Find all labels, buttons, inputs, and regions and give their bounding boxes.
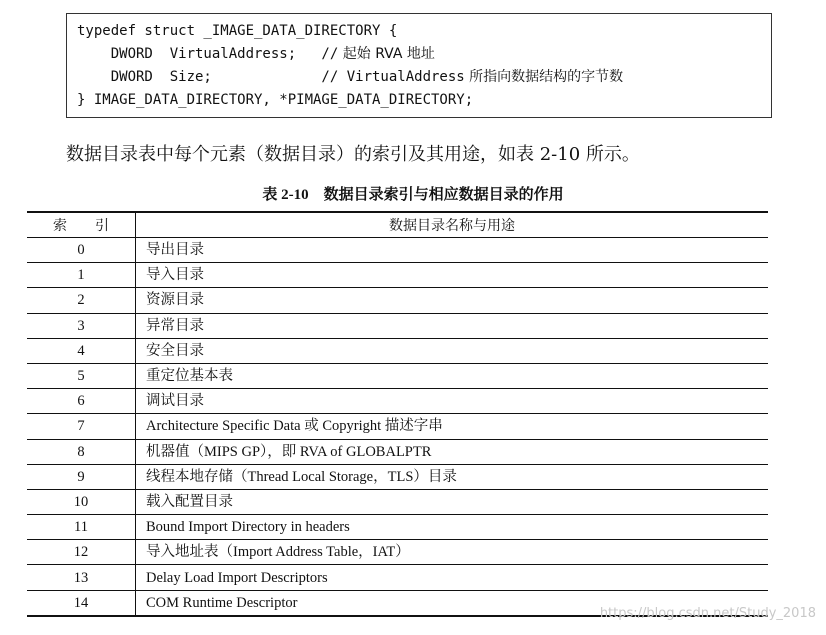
code-line-2: [77, 45, 435, 63]
row-index: 5: [27, 363, 136, 388]
code-line-2-comment: 起始 RVA 地址: [338, 46, 435, 62]
code-box: [66, 13, 772, 118]
header-index: 索 引: [27, 212, 136, 238]
row-description: 调试目录: [136, 389, 769, 414]
row-index: 1: [27, 263, 136, 288]
row-description: 导出目录: [136, 238, 769, 263]
row-description: 载入配置目录: [136, 489, 769, 514]
table-row: [27, 489, 768, 514]
table-row: [27, 540, 768, 565]
table-row: [27, 414, 768, 439]
code-line-1: typedef struct _IMAGE_DATA_DIRECTORY {: [77, 23, 398, 39]
table-row: [27, 363, 768, 388]
row-index: 3: [27, 313, 136, 338]
code-line-2-decl: DWORD VirtualAddress; //: [77, 46, 339, 62]
row-description: Architecture Specific Data 或 Copyright 描述字串: [136, 414, 769, 439]
row-description: Bound Import Directory in headers: [136, 515, 769, 540]
row-description: 线程本地存储（Thread Local Storage，TLS）目录: [136, 464, 769, 489]
row-description: 导入目录: [136, 263, 769, 288]
row-description: 机器值（MIPS GP），即 RVA of GLOBALPTR: [136, 439, 769, 464]
row-index: 7: [27, 414, 136, 439]
data-directory-table: [27, 211, 768, 617]
table-row: [27, 565, 768, 590]
table-row: [27, 238, 768, 263]
row-index: 4: [27, 338, 136, 363]
code-line-3-comment: 所指向数据结构的字节数: [464, 69, 624, 85]
code-line-3: [77, 68, 623, 86]
table-row: [27, 464, 768, 489]
code-line-3-decl: DWORD Size; // VirtualAddress: [77, 69, 465, 85]
table-header-row: [27, 212, 768, 238]
table-row: [27, 389, 768, 414]
row-index: 10: [27, 489, 136, 514]
code-line-4: } IMAGE_DATA_DIRECTORY, *PIMAGE_DATA_DIRECTORY;: [77, 92, 474, 108]
row-description: COM Runtime Descriptor: [136, 590, 769, 616]
row-description: 异常目录: [136, 313, 769, 338]
row-index: 13: [27, 565, 136, 590]
row-index: 12: [27, 540, 136, 565]
table-row: [27, 338, 768, 363]
table-body: [27, 238, 768, 616]
table-row: [27, 263, 768, 288]
row-description: 重定位基本表: [136, 363, 769, 388]
table-row: [27, 439, 768, 464]
header-desc: 数据目录名称与用途: [136, 212, 769, 238]
row-description: Delay Load Import Descriptors: [136, 565, 769, 590]
row-index: 2: [27, 288, 136, 313]
row-index: 9: [27, 464, 136, 489]
row-description: 资源目录: [136, 288, 769, 313]
table-row: [27, 288, 768, 313]
row-description: 导入地址表（Import Address Table，IAT）: [136, 540, 769, 565]
table-row: [27, 515, 768, 540]
intro-paragraph: 数据目录表中每个元素（数据目录）的索引及其用途，如表 2-10 所示。: [66, 144, 640, 165]
row-index: 11: [27, 515, 136, 540]
row-index: 14: [27, 590, 136, 616]
row-description: 安全目录: [136, 338, 769, 363]
row-index: 0: [27, 238, 136, 263]
table-row: [27, 313, 768, 338]
table-caption: 表 2-10 数据目录索引与相应数据目录的作用: [262, 187, 564, 203]
watermark: https://blog.csdn.net/Study_2018: [599, 606, 816, 621]
row-index: 6: [27, 389, 136, 414]
row-index: 8: [27, 439, 136, 464]
